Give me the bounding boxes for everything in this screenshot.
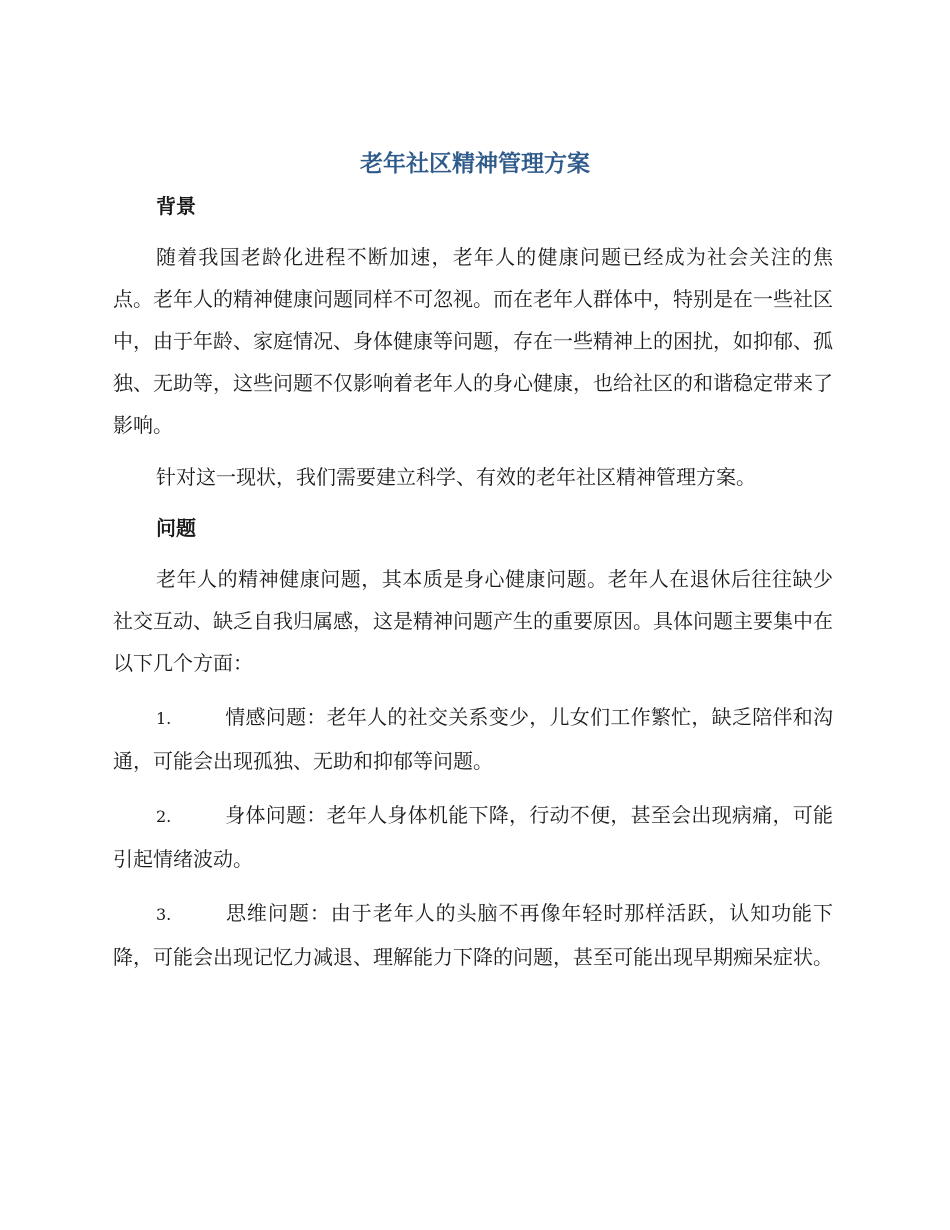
problems-intro-paragraph: 老年人的精神健康问题，其本质是身心健康问题。老年人在退休后往往缺少社交互动、缺乏自我归属感，这是精神问题产生的重要原因。具体问题主要集中在以下几个方面： bbox=[113, 567, 833, 675]
document-body bbox=[113, 186, 833, 978]
list-item-text: 思维问题：由于老年人的头脑不再像年轻时那样活跃，认知功能下降，可能会出现记忆力减退、理解能力下降的问题，甚至可能出现早期痴呆症状。 bbox=[113, 901, 833, 969]
list-item bbox=[113, 794, 833, 880]
background-paragraph-1: 随着我国老龄化进程不断加速，老年人的健康问题已经成为社会关注的焦点。老年人的精神健康问题同样不可忽视。而在老年人群体中，特别是在一些社区中，由于年龄、家庭情况、身体健康等问题，存在一些精神上的困扰，如抑郁、孤独、无助等，这些问题不仅影响着老年人的身心健康，也给社区的和谐稳定带来了影响。 bbox=[113, 245, 833, 437]
list-item-number: 1. bbox=[156, 709, 172, 728]
background-paragraph-2: 针对这一现状，我们需要建立科学、有效的老年社区精神管理方案。 bbox=[156, 465, 756, 489]
list-item-number: 3. bbox=[156, 905, 172, 924]
list-item bbox=[113, 696, 833, 782]
section-heading-problems: 问题 bbox=[156, 516, 196, 540]
list-item-text: 情感问题：老年人的社交关系变少，儿女们工作繁忙，缺乏陪伴和沟通，可能会出现孤独、无助和抑郁等问题。 bbox=[113, 705, 833, 773]
section-heading-background: 背景 bbox=[156, 194, 196, 218]
list-item-number: 2. bbox=[156, 807, 172, 826]
list-item-text: 身体问题：老年人身体机能下降，行动不便，甚至会出现病痛，可能引起情绪波动。 bbox=[113, 803, 833, 871]
document-title: 老年社区精神管理方案 bbox=[360, 151, 590, 177]
list-item bbox=[113, 892, 833, 978]
